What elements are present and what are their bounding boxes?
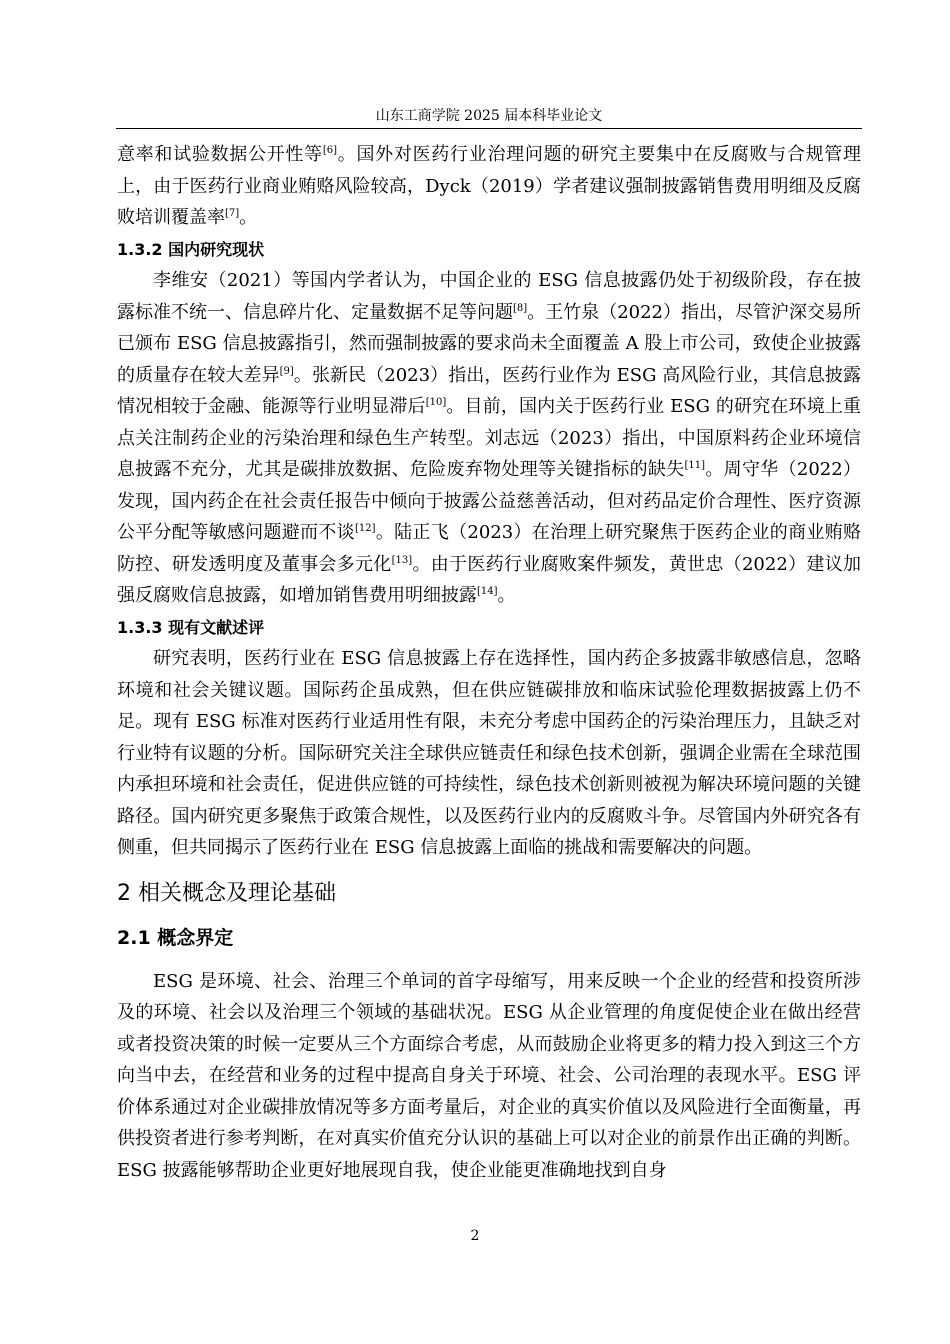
text-run: 。张新民（2023）指出，医药行业作为 ESG 高风险行业，其信息披露情况相较于金融、能源等行业明显滞后 — [117, 364, 862, 417]
header-rule — [116, 128, 862, 129]
paragraph-esg-definition: ESG 是环境、社会、治理三个单词的首字母缩写，用来反映一个企业的经营和投资所涉及的环境、社会以及治理三个领域的基础状况。ESG 从企业管理的角度促使企业在做出经营或者投资决策的时候一定要从三个方面综合考虑，从而鼓励企业将更多的精力投入到这三个方向当中去，在经营和业务的过程中提高自身关于环境、社会、公司治理的表现水平。ESG 评价体系通过对企业碳排放情况等多方面考量后，对企业的真实价值以及风险进行全面衡量，再供投资者进行参考判断，在对真实价值充分认识的基础上可以对企业的前景作出正确的判断。ESG 披露能够帮助企业更好地展现自我，使企业能更准确地找到自身 — [117, 970, 861, 1181]
citation: [7] — [225, 208, 240, 219]
text-run: 李维安（2021）等国内学者认为，中国企业的 ESG 信息披露仍处于初级阶段，存在披露标准不统一、信息碎片化、定量数据不足等问题 — [117, 270, 861, 323]
paragraph-literature-review: 研究表明，医药行业在 ESG 信息披露上存在选择性，国内药企多披露非敏感信息，忽略环境和社会关键议题。国际药企虽成熟，但在供应链碳排放和临床试验伦理数据披露上仍不足。现有 ESG 标准对医药行业适用性有限，未充分考虑中国药企的污染治理压力，且缺乏对行业特有议题的分析。国际研究关注全球供应链责任和绿色技术创新，强调企业需在全球范围内承担环境和社会责任，促进供应链的可持续性，绿色技术创新则被视为解决环境问题的关键路径。国内研究更多聚焦于政策合规性，以及医药行业内的反腐败斗争。尽管国内外研究各有侧重，但共同揭示了医药行业在 ESG 信息披露上面临的挑战和需要解决的问题。 — [117, 648, 861, 858]
text-run: 。 — [497, 585, 516, 606]
running-header: 山东工商学院 2025 届本科毕业论文 — [375, 108, 603, 124]
citation: [9] — [279, 365, 294, 377]
text-run: 。周守华（2022）发现，国内药企在社会责任报告中倾向于披露公益慈善活动，但对药品定价合理性、医疗资源公平分配等敏感问题避而不谈 — [117, 459, 862, 543]
section-heading-1-3-3: 1.3.3 现有文献述评 — [117, 617, 265, 637]
section-heading-1-3-2: 1.3.2 国内研究现状 — [117, 239, 265, 259]
text-run: 。陆正飞（2023）在治理上研究聚焦于医药企业的商业贿赂防控、研发透明度及董事会多元化 — [117, 522, 862, 575]
page-body — [117, 139, 861, 1186]
paragraph-continued — [117, 139, 861, 234]
citation: [13] — [391, 554, 413, 566]
section-heading-2-1: 2.1 概念界定 — [117, 926, 234, 949]
citation: [8] — [513, 302, 528, 314]
page-number: 2 — [470, 1228, 480, 1244]
citation: [12] — [355, 523, 376, 534]
text-run: 。国外对医药行业治理问题的研究主要集中在反腐败与合规管理上，由于医药行业商业贿赂风险较高，Dyck（2019）学者建议强制披露销售费用明细及反腐败培训覆盖率 — [117, 144, 862, 228]
citation: [6] — [322, 145, 338, 156]
text-run: 。王竹泉（2022）指出，尽管沪深交易所已颁布 ESG 信息披露指引，然而强制披露的要求尚未全面覆盖 A 股上市公司，致使企业披露的质量存在较大差异 — [117, 301, 862, 386]
text-run: 意率和试验数据公开性等 — [117, 144, 323, 165]
text-run: 。由于医药行业腐败案件频发，黄世忠（2022）建议加强反腐败信息披露，如增加销售费用明细披露 — [117, 553, 862, 606]
citation: [11] — [684, 460, 706, 471]
text-run: 。目前，国内关于医药行业 ESG 的研究在环境上重点关注制药企业的污染治理和绿色生产转型。刘志远（2023）指出，中国原料药企业环境信息披露不充分，尤其是碳排放数据、危险废弃物处理等关键指标的缺失 — [117, 396, 862, 480]
paragraph-domestic-research — [117, 265, 861, 612]
text-run: 。 — [239, 207, 258, 228]
citation: [10] — [425, 397, 447, 408]
chapter-heading-2: 2 相关概念及理论基础 — [117, 880, 336, 906]
citation: [14] — [477, 586, 498, 597]
